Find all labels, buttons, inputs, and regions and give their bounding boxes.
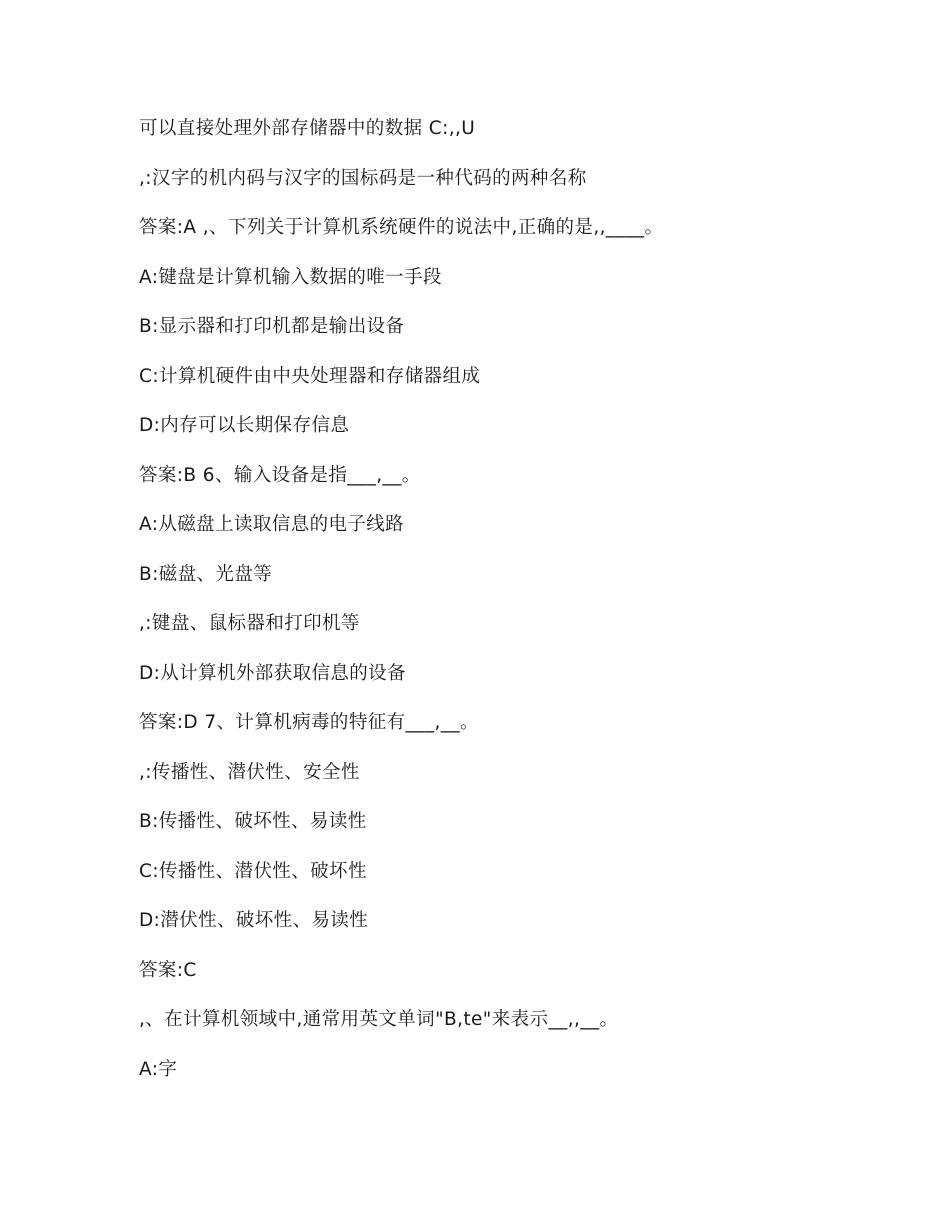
option-c-text: ,:键盘、鼠标器和打印机等 <box>139 613 360 634</box>
option-d-text: D:从计算机外部获取信息的设备 <box>139 662 406 684</box>
option-a-text: A:从磁盘上读取信息的电子线路 <box>139 514 405 535</box>
document-body <box>139 117 899 1107</box>
option-b-text: B:传播性、破坏性、易读性 <box>139 811 367 832</box>
answer-and-question: 答案:D 7、计算机病毒的特征有___,__。 <box>139 712 479 733</box>
option-c-text: ,:汉字的机内码与汉字的国标码是一种代码的两种名称 <box>139 167 587 189</box>
answer-and-question: 答案:B 6、输入设备是指___,__。 <box>139 464 421 486</box>
option-c-text: C:计算机硬件由中央处理器和存储器组成 <box>139 365 481 387</box>
answer-text: 答案:C <box>139 959 197 981</box>
answer-and-question: 答案:A ,、下列关于计算机系统硬件的说法中,正确的是,,____。 <box>139 217 664 238</box>
option-b-text: B:显示器和打印机都是输出设备 <box>139 316 405 337</box>
option-b-text: B:磁盘、光盘等 <box>139 563 273 585</box>
option-d-text: D:内存可以长期保存信息 <box>139 415 350 436</box>
option-a-text: A:字 <box>139 1058 178 1080</box>
option-c-text: C:传播性、潜伏性、破坏性 <box>139 860 367 882</box>
option-a-text: A:键盘是计算机输入数据的唯一手段 <box>139 266 442 288</box>
text-line: 可以直接处理外部存储器中的数据 C:,,U <box>139 118 476 139</box>
option-a-text: ,:传播性、潜伏性、安全性 <box>139 761 360 783</box>
option-d-text: D:潜伏性、破坏性、易读性 <box>139 910 369 931</box>
question-text: ,、在计算机领域中,通常用英文单词"B,te"来表示__,,__。 <box>139 1009 619 1030</box>
